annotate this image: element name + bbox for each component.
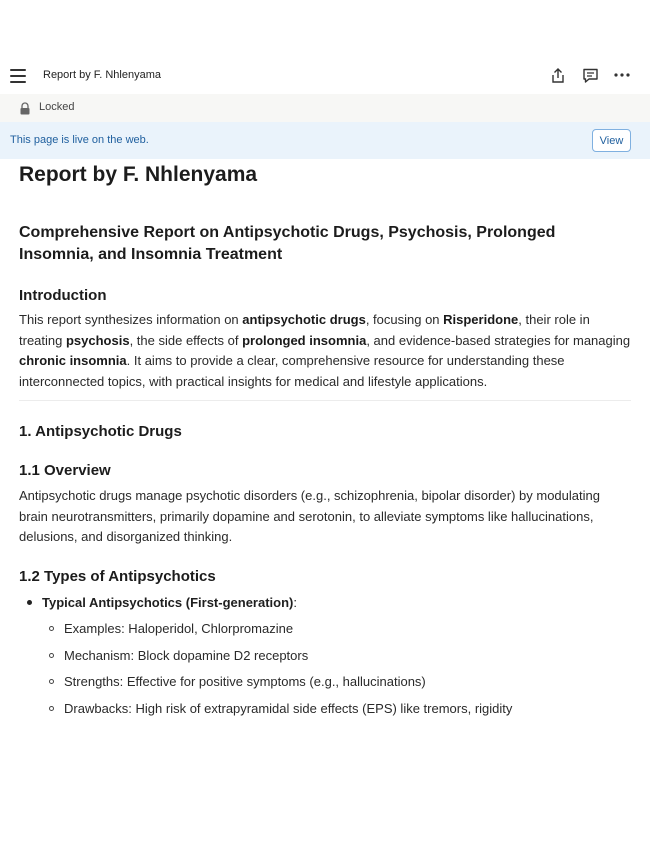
list-item: [49, 674, 426, 689]
menu-icon[interactable]: [10, 69, 26, 83]
bullet-dot: [27, 600, 32, 605]
typical-label: Typical Antipsychotics (First-generation): [42, 595, 294, 610]
live-banner: [0, 122, 650, 159]
list-item-text: Mechanism: Block dopamine D2 receptors: [64, 648, 309, 663]
lock-status-bar: [0, 94, 650, 122]
bullet-circle: [49, 653, 54, 658]
bullet-circle: [49, 626, 54, 631]
typical-suffix: :: [293, 595, 297, 610]
list-item-text: Examples: Haloperidol, Chlorpromazine: [64, 621, 294, 636]
intro-bold-1: antipsychotic drugs: [242, 312, 366, 327]
list-item-typical: [27, 595, 297, 610]
share-icon[interactable]: [548, 65, 568, 85]
comment-icon[interactable]: [580, 65, 600, 85]
intro-text-5: , and evidence-based strategies for managing: [366, 332, 631, 348]
list-item: [49, 621, 293, 636]
intro-text-4: , the side effects of: [129, 332, 243, 348]
types-heading: 1.2 Types of Antipsychotics: [19, 568, 216, 585]
intro-heading: Introduction: [19, 287, 107, 304]
intro-text-3: , their role in treating: [19, 312, 590, 348]
intro-bold-2: Risperidone: [443, 312, 519, 327]
list-item: [49, 701, 512, 716]
overview-paragraph: Antipsychotic drugs manage psychotic disorders (e.g., schizophrenia, bipolar disorder) by modulating brain neurotransmitters, primarily dopamine and serotonin, to alleviate symptoms like hallucinations, delusions, and disorganized thinking.: [19, 488, 600, 544]
intro-text-1: This report synthesizes information on: [19, 312, 243, 327]
lock-icon: [19, 102, 31, 120]
bullet-circle: [49, 679, 54, 684]
view-button[interactable]: View: [592, 129, 631, 152]
live-banner-text: This page is live on the web.: [10, 134, 149, 146]
section1-heading: 1. Antipsychotic Drugs: [19, 423, 182, 440]
intro-bold-4: prolonged insomnia: [242, 332, 367, 348]
top-app-bar: [0, 60, 650, 94]
page-title-header: Report by F. Nhlenyama: [43, 69, 161, 81]
overview-heading: 1.1 Overview: [19, 462, 111, 479]
bullet-circle: [49, 706, 54, 711]
more-icon[interactable]: [612, 65, 632, 85]
top-actions: [548, 65, 632, 85]
list-item-text: Drawbacks: High risk of extrapyramidal side effects (EPS) like tremors, rigidity: [64, 701, 513, 716]
report-heading: Comprehensive Report on Antipsychotic Drugs, Psychosis, Prolonged Insomnia, and Insomnia Treatment: [19, 224, 556, 263]
document-title: Report by F. Nhlenyama: [19, 163, 258, 186]
lock-label: Locked: [39, 101, 75, 113]
intro-bold-5: chronic insomnia: [19, 353, 127, 368]
section-divider: [19, 400, 631, 401]
intro-text-2: , focusing on: [365, 312, 444, 327]
list-item-text: Strengths: Effective for positive symptoms (e.g., hallucinations): [64, 674, 426, 689]
list-item: [49, 648, 308, 663]
intro-paragraph: [19, 310, 631, 392]
intro-text-6: . It aims to provide a clear, comprehensive resource for understanding these interconnected topics, with practical insights for medical and lifestyle applications.: [19, 353, 565, 389]
intro-bold-3: psychosis: [65, 332, 130, 348]
